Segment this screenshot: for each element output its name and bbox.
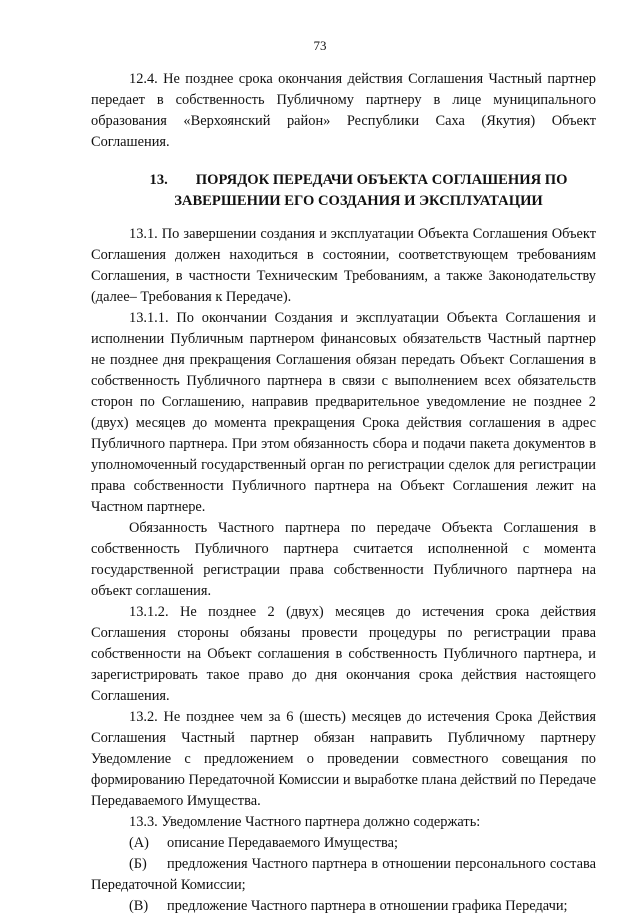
list-item-text: предложения Частного партнера в отношении персонального состава Передаточной Комиссии;	[91, 856, 596, 893]
document-body	[91, 69, 596, 917]
list-marker: (Б)	[129, 856, 147, 872]
list-marker: (В)	[129, 898, 149, 914]
list-item-v	[91, 896, 596, 917]
paragraph-12-4: 12.4. Не позднее срока окончания действия Соглашения Частный партнер передает в собственность Публичному партнеру в лице муниципального образования «Верхоянский район» Республики Саха (Якутия) Объект Соглашения.	[91, 71, 596, 150]
paragraph-13-1-1: 13.1.1. По окончании Создания и эксплуатации Объекта Соглашения и исполнении Публичным партнером финансовых обязательств Частный партнер не позднее дня прекращения Соглашения обязан передать Объект Соглашения в собственность Публичного партнера в связи с выполнением всех обязательств сторон по Соглашению, направив предварительное уведомление не позднее 2 (двух) месяцев до момента прекращения Срока действия соглашения в адрес Публичного партнера. При этом обязанность сбора и подачи пакета документов в уполномоченный государственный орган по регистрации сделок для регистрации права собственности Публичного партнера на Объект Соглашения лежит на Частном партнере.	[91, 310, 596, 515]
paragraph-obligation: Обязанность Частного партнера по передаче Объекта Соглашения в собственность Публичного партнера считается исполненной с момента государственной регистрации права собственности Публичного партнера на объект соглашения.	[91, 520, 596, 599]
paragraph-13-1: 13.1. По завершении создания и эксплуатации Объекта Соглашения Объект Соглашения должен находиться в состоянии, соответствующем требованиям Соглашения, в частности Техническим Требованиям, а также Законодательству (далее– Требования к Передаче).	[91, 226, 596, 305]
paragraph-13-1-2: 13.1.2. Не позднее 2 (двух) месяцев до истечения срока действия Соглашения стороны обязаны провести процедуры по регистрации права собственности на Объект соглашения в собственность Публичного партнера, и зарегистрировать такое право до дня окончания срока действия настоящего Соглашения.	[91, 604, 596, 704]
section-number: 13.	[149, 172, 168, 188]
section-heading	[91, 170, 596, 212]
paragraph-13-3: 13.3. Уведомление Частного партнера должно содержать:	[129, 814, 481, 830]
paragraph-13-2: 13.2. Не позднее чем за 6 (шесть) месяцев до истечения Срока Действия Соглашения Частный партнер обязан направить Публичному партнеру Уведомление с предложением о проведении совместного совещания по формированию Передаточной Комиссии и выработке плана действий по Передаче Передаваемого Имущества.	[91, 709, 596, 809]
list-item-b	[91, 854, 596, 896]
list-marker: (А)	[129, 835, 149, 851]
list-item-a	[91, 833, 596, 854]
section-title: ПОРЯДОК ПЕРЕДАЧИ ОБЪЕКТА СОГЛАШЕНИЯ ПО ЗАВЕРШЕНИИ ЕГО СОЗДАНИЯ И ЭКСПЛУАТАЦИИ	[174, 172, 568, 209]
list-item-text: описание Передаваемого Имущества;	[167, 835, 399, 851]
list-item-text: предложение Частного партнера в отношении графика Передачи;	[167, 898, 568, 914]
page-number: 73	[313, 38, 327, 53]
